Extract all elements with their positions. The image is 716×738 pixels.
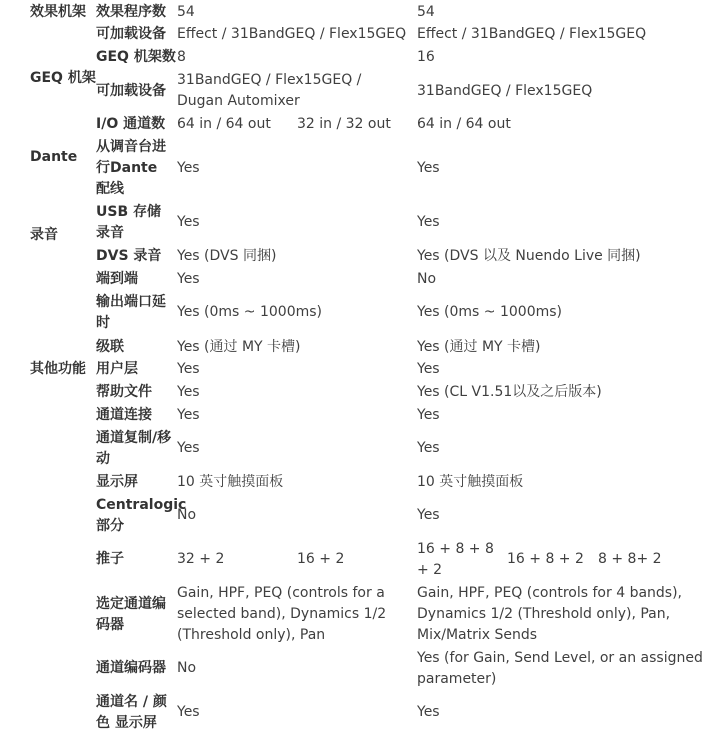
cell-value: No (177, 507, 197, 523)
cell-value: Yes (417, 214, 440, 230)
row-label: 选定通道编码器 (96, 596, 166, 633)
cell-value: Yes (CL V1.51以及之后版本) (417, 384, 602, 400)
section-other: 其他功能 (30, 361, 86, 377)
cell-value: 16 + 8 + 8 + 2 (417, 541, 494, 578)
cell-value: No (177, 660, 197, 676)
row-label: 帮助文件 (96, 384, 152, 400)
section-fx-rack: 效果机架 (30, 4, 86, 20)
cell-value: Yes (177, 704, 200, 720)
cell-value: Yes (177, 361, 200, 377)
cell-value: 54 (177, 4, 195, 20)
cell-value: Yes (通过 MY 卡槽) (417, 339, 541, 355)
cell-value: Yes (0ms ~ 1000ms) (177, 304, 323, 320)
cell-value: Yes (177, 160, 200, 176)
cell-value: No (417, 271, 437, 287)
cell-value: 16 + 2 (297, 551, 345, 567)
cell-value: 8 (177, 49, 186, 65)
cell-value: 10 英寸触摸面板 (417, 474, 524, 490)
cell-value: Yes (0ms ~ 1000ms) (417, 304, 563, 320)
row-label: 显示屏 (96, 474, 138, 490)
row-label: 推子 (96, 551, 124, 567)
row-label: 通道名 / 颜色 显示屏 (96, 694, 167, 731)
cell-value: Effect / 31BandGEQ / Flex15GEQ (177, 26, 407, 42)
cell-value: Yes (177, 440, 200, 456)
cell-value: 16 (417, 49, 435, 65)
cell-value: 64 in / 64 out (417, 116, 511, 132)
cell-value: Yes (417, 361, 440, 377)
cell-value: Gain, HPF, PEQ (controls for 4 bands), Dynamics 1/2 (Threshold only), Pan, Mix/Matrix Sends (417, 585, 682, 643)
cell-value: Effect / 31BandGEQ / Flex15GEQ (417, 26, 647, 42)
row-label: 通道连接 (96, 407, 152, 423)
row-label: 可加载设备 (96, 26, 166, 42)
section-recording: 录音 (30, 227, 58, 243)
cell-value: Yes (417, 440, 440, 456)
row-label: 通道复制/移动 (96, 430, 172, 467)
row-label: 通道编码器 (96, 660, 166, 676)
cell-value: 32 in / 32 out (297, 116, 391, 132)
row-label: 输出端口延时 (96, 294, 166, 331)
cell-value: Yes (177, 384, 200, 400)
row-label: 端到端 (96, 271, 138, 287)
cell-value: 8 + 8+ 2 (598, 551, 662, 567)
cell-value: 31BandGEQ / Flex15GEQ / Dugan Automixer (177, 72, 362, 109)
row-label: Centralogic 部分 (96, 497, 187, 534)
cell-value: Yes (177, 214, 200, 230)
cell-value: Yes (417, 407, 440, 423)
cell-value: Yes (for Gain, Send Level, or an assigned parameter) (417, 650, 703, 687)
cell-value: Yes (417, 507, 440, 523)
row-label: 从调音台进行Dante配线 (96, 139, 166, 197)
section-dante: Dante (30, 149, 78, 165)
cell-value: 64 in / 64 out (177, 116, 271, 132)
cell-value: Gain, HPF, PEQ (controls for a selected band), Dynamics 1/2 (Threshold only), Pan (177, 585, 387, 643)
cell-value: Yes (DVS 以及 Nuendo Live 同捆) (417, 248, 641, 264)
row-label: I/O 通道数 (96, 116, 166, 132)
section-geq-rack: GEQ 机架 (30, 70, 96, 86)
cell-value: Yes (通过 MY 卡槽) (177, 339, 301, 355)
cell-value: 54 (417, 4, 435, 20)
cell-value: Yes (DVS 同捆) (177, 248, 277, 264)
row-label: 效果程序数 (96, 4, 166, 20)
cell-value: Yes (417, 704, 440, 720)
cell-value: Yes (177, 407, 200, 423)
row-label: USB 存储录音 (96, 204, 161, 241)
cell-value: 32 + 2 (177, 551, 225, 567)
row-label: 用户层 (96, 361, 138, 377)
row-label: 可加载设备 (96, 83, 166, 99)
cell-value: 31BandGEQ / Flex15GEQ (417, 83, 593, 99)
cell-value: 16 + 8 + 2 (507, 551, 584, 567)
row-label: 级联 (96, 339, 124, 355)
row-label: DVS 录音 (96, 248, 162, 264)
cell-value: 10 英寸触摸面板 (177, 474, 284, 490)
cell-value: Yes (177, 271, 200, 287)
row-label: GEQ 机架数 (96, 49, 176, 65)
cell-value: Yes (417, 160, 440, 176)
